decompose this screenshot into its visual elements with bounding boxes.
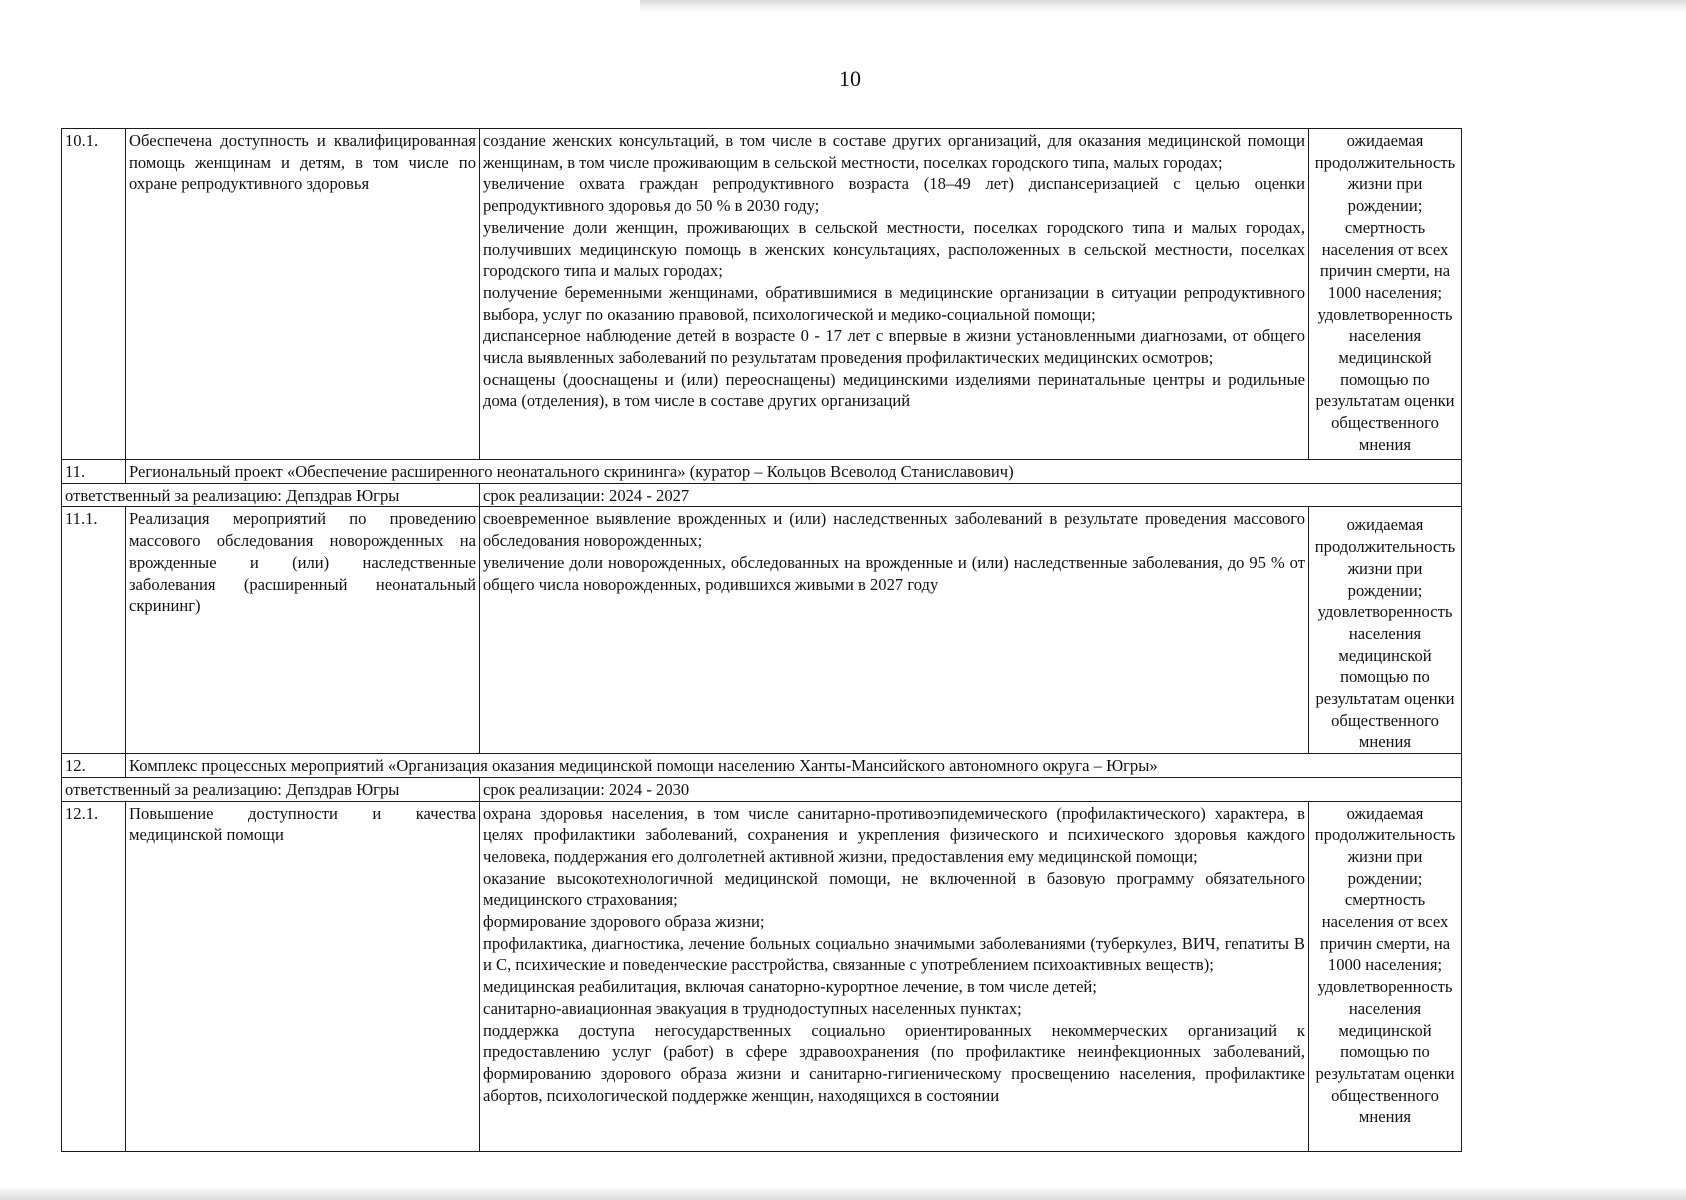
actions-cell — [480, 801, 1309, 1151]
action-item: оснащены (дооснащены и (или) переоснащены) медицинскими изделиями перинатальные центры и родильные дома (отделения), в том числе в составе других организаций — [483, 369, 1305, 411]
task-name: Повышение доступности и качества медицинской помощи — [126, 801, 480, 1151]
action-item: получение беременными женщинами, обратившимися в медицинские организации в ситуации репродуктивного выбора, услуг по оказанию правовой, психологической и медико-социальной помощи; — [483, 282, 1305, 324]
action-item: увеличение доли женщин, проживающих в сельской местности, поселках городского типа и малых городах, получивших медицинскую помощь в женских консультациях, расположенных в сельской местности, поселках городского типа и малых городах; — [483, 217, 1305, 281]
action-item: оказание высокотехнологичной медицинской помощи, не включенной в базовую программу обязательного медицинского страхования; — [483, 868, 1305, 910]
table-row — [62, 129, 1462, 460]
actions-cell — [480, 507, 1309, 754]
row-number: 12.1. — [62, 801, 126, 1151]
table-row — [62, 507, 1462, 754]
action-item: своевременное выявление врожденных и (или) наследственных заболеваний в результате проведения массового обследования новорожденных; — [483, 509, 1305, 551]
project-title: Региональный проект «Обеспечение расширенного неонатального скрининга» (куратор – Кольцов Всеволод Станиславович) — [126, 460, 1462, 484]
project-heading-row — [62, 754, 1462, 778]
indicator-item: смертность населения от всех причин смерти, на 1000 населения; — [1319, 890, 1451, 975]
action-item: профилактика, диагностика, лечение больных социально значимыми заболеваниями (туберкулез, ВИЧ, гепатиты B и C, психические и поведенческие расстройства, связанные с употреблением психоактивных веществ); — [483, 933, 1305, 975]
row-number: 10.1. — [62, 129, 126, 460]
project-title: Комплекс процессных мероприятий «Организация оказания медицинской помощи населению Ханты-Мансийского автономного округа – Югры» — [126, 754, 1462, 778]
action-item: поддержка доступа негосударственных социально ориентированных некоммерческих организаций к предоставлению услуг (работ) в сфере здравоохранения (по профилактике неинфекционных заболеваний, формированию здорового образа жизни и санитарно-гигиеническому просвещению населения, профилактике абортов, психологической поддержке женщин, находящихся в состоянии — [483, 1020, 1305, 1105]
project-heading-row — [62, 460, 1462, 484]
responsible-label: ответственный за реализацию: Депздрав Югры — [62, 777, 480, 801]
scan-edge-top — [640, 0, 1686, 12]
indicators-cell — [1309, 129, 1462, 460]
page-number: 10 — [839, 66, 861, 91]
task-name: Обеспечена доступность и квалифицированная помощь женщинам и детям, в том числе по охране репродуктивного здоровья — [126, 129, 480, 460]
indicators-cell — [1309, 507, 1462, 754]
actions-cell — [480, 129, 1309, 460]
scan-edge-bottom — [0, 1186, 1686, 1200]
table-row — [62, 801, 1462, 1151]
action-item: медицинская реабилитация, включая санаторно-курортное лечение, в том числе детей; — [483, 977, 1097, 997]
task-name: Реализация мероприятий по проведению массового обследования новорожденных на врожденные и (или) наследственные заболевания (расширенный неонатальный скрининг) — [126, 507, 480, 754]
period-label: срок реализации: 2024 - 2027 — [480, 483, 1462, 507]
indicator-item: ожидаемая продолжительность жизни при рождении; — [1314, 515, 1456, 600]
row-number: 11.1. — [62, 507, 126, 754]
action-item: диспансерное наблюдение детей в возрасте 0 - 17 лет с впервые в жизни установленными диагнозами, от общего числа выявленных заболеваний по результатам проведения профилактических медицинских осмотров; — [483, 326, 1305, 368]
row-number: 11. — [62, 460, 126, 484]
indicator-item: удовлетворенность населения медицинской помощью по результатам оценки общественного мнения — [1315, 977, 1455, 1127]
responsibility-row — [62, 483, 1462, 507]
row-number: 12. — [62, 754, 126, 778]
indicators-cell — [1309, 801, 1462, 1151]
responsibility-row — [62, 777, 1462, 801]
measures-table — [61, 128, 1462, 1152]
action-item: увеличение доли новорожденных, обследованных на врожденные и (или) наследственные заболевания, до 95 % от общего числа новорожденных, родившихся живыми в 2027 году — [483, 552, 1305, 594]
action-item: увеличение охвата граждан репродуктивного возраста (18–49 лет) диспансеризацией с целью оценки репродуктивного здоровья до 50 % в 2030 году; — [483, 174, 1305, 216]
action-item: охрана здоровья населения, в том числе санитарно-противоэпидемического (профилактического) характера, в целях профилактики заболеваний, сохранения и укрепления физического и психического здоровья каждого человека, поддержания его долголетней активной жизни, предоставления ему медицинской помощи; — [483, 803, 1305, 866]
period-label: срок реализации: 2024 - 2030 — [480, 777, 1462, 801]
action-item: формирование здорового образа жизни; — [483, 912, 765, 932]
indicator-item: удовлетворенность населения медицинской помощью по результатам оценки общественного мнения — [1315, 304, 1455, 454]
indicator-item: ожидаемая продолжительность жизни при рождении; — [1314, 131, 1456, 216]
action-item: санитарно-авиационная эвакуация в труднодоступных населенных пунктах; — [483, 998, 1022, 1018]
indicator-item: смертность населения от всех причин смерти, на 1000 населения; — [1319, 217, 1451, 302]
indicator-item: ожидаемая продолжительность жизни при рождении; — [1314, 803, 1456, 888]
indicator-item: удовлетворенность населения медицинской помощью по результатам оценки общественного мнения — [1315, 602, 1455, 752]
action-item: создание женских консультаций, в том числе в составе других организаций, для оказания медицинской помощи женщинам, в том числе проживающим в сельской местности, поселках городского типа, малых городах; — [483, 131, 1305, 172]
responsible-label: ответственный за реализацию: Депздрав Югры — [62, 483, 480, 507]
